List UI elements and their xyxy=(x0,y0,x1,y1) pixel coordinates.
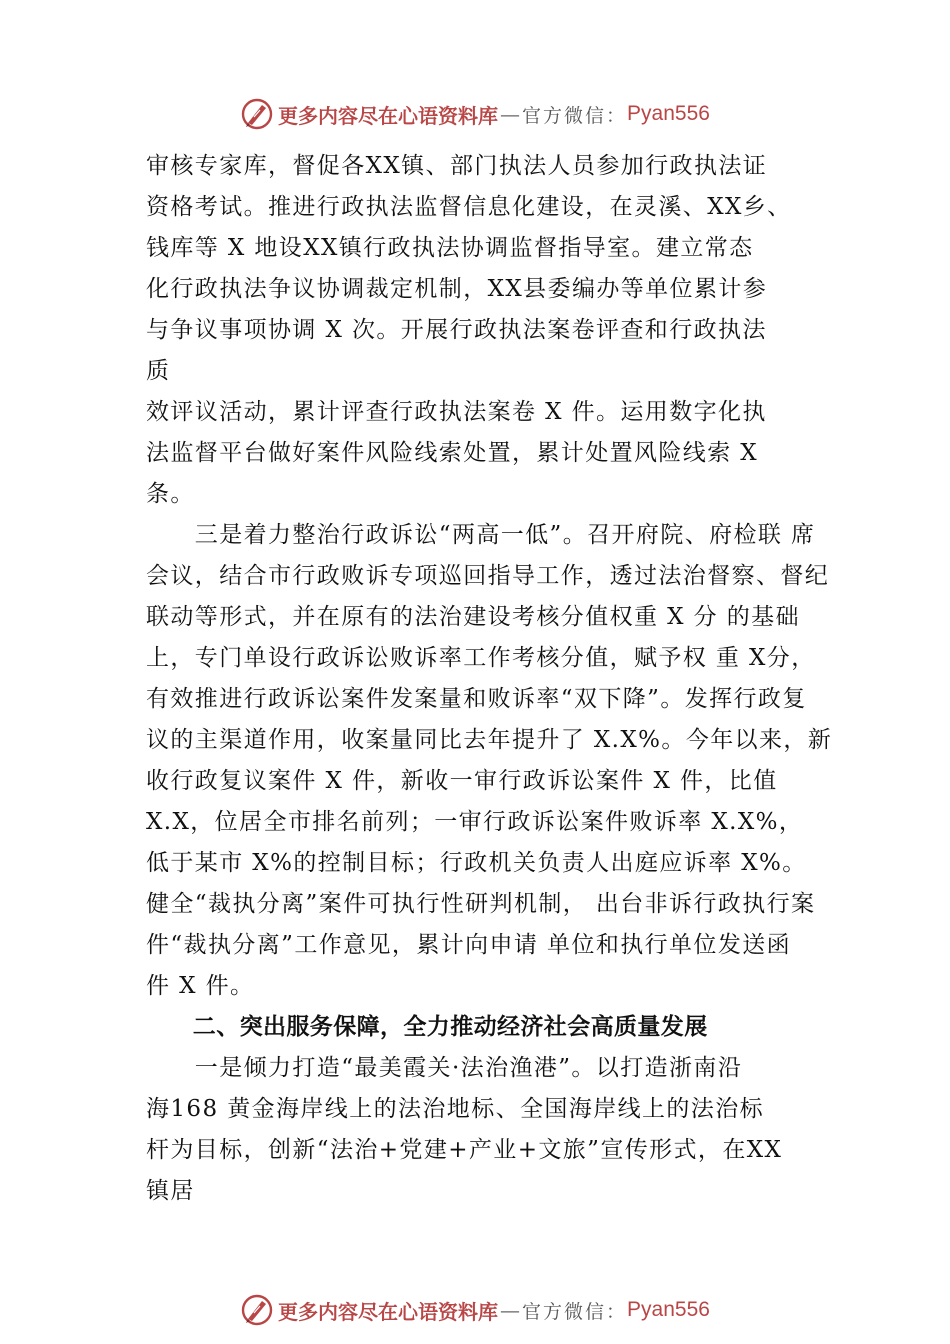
text-line: 件 X 件。 xyxy=(146,973,255,999)
section-heading: 二、突出服务保障，全力推动经济社会高质量发展 xyxy=(146,1014,708,1040)
text-line: 镇居 xyxy=(146,1178,195,1204)
banner-wechat-id: Pyan556 xyxy=(627,1298,710,1321)
text-line: 条。 xyxy=(146,481,195,507)
text-line: 效评议活动，累计评查行政执法案卷 X 件。运用数字化执 xyxy=(146,399,767,425)
banner-slogan: 更多内容尽在心语资料库 xyxy=(278,103,499,128)
banner-wechat-id: Pyan556 xyxy=(627,102,710,125)
pen-logo-icon xyxy=(240,97,274,131)
banner-dash: — xyxy=(500,1298,521,1322)
text-line: 法监督平台做好案件风险线索处置，累计处置风险线索 X xyxy=(146,440,759,466)
banner-wechat-label: 官方微信： xyxy=(522,1300,628,1323)
text-line: 低于某市 X%的控制目标；行政机关负责人出庭应诉率 X%。 xyxy=(146,850,807,876)
text-line: 三是着力整治行政诉讼“两高一低”。召开府院、府检联 席 xyxy=(146,522,816,548)
text-line: 一是倾力打造“最美霞关·法治渔港”。以打造浙南沿 xyxy=(146,1055,743,1081)
pen-logo-icon xyxy=(240,1293,274,1327)
text-line: 海168 黄金海岸线上的法治地标、全国海岸线上的法治标 xyxy=(146,1096,765,1122)
text-line: 质 xyxy=(146,358,171,384)
header-watermark-banner xyxy=(0,94,950,134)
text-line: 件“裁执分离”工作意见，累计向申请 单位和执行单位发送函 xyxy=(146,932,792,958)
banner-dash: — xyxy=(500,102,521,126)
text-line: 资格考试。推进行政执法监督信息化建设，在灵溪、XX乡、 xyxy=(146,194,792,220)
text-line: 与争议事项协调 X 次。开展行政执法案卷评查和行政执法 xyxy=(146,317,767,343)
document-body xyxy=(146,146,846,1212)
text-line: 会议，结合市行政败诉专项巡回指导工作，透过法治督察、督纪 xyxy=(146,563,830,589)
text-line: 审核专家库，督促各XX镇、部门执法人员参加行政执法证 xyxy=(146,153,768,179)
text-line: 化行政执法争议协调裁定机制，XX县委编办等单位累计参 xyxy=(146,276,768,302)
text-line: X.X，位居全市排名前列；一审行政诉讼案件败诉率 X.X%， xyxy=(146,809,804,835)
text-line: 议的主渠道作用，收案量同比去年提升了 X.X%。今年以来，新 xyxy=(146,727,833,753)
text-line: 联动等形式，并在原有的法治建设考核分值权重 X 分 的基础 xyxy=(146,604,800,630)
text-line: 钱库等 X 地设XX镇行政执法协调监督指导室。建立常态 xyxy=(146,235,754,261)
banner-slogan: 更多内容尽在心语资料库 xyxy=(278,1299,499,1324)
footer-watermark-banner xyxy=(0,1290,950,1330)
text-line: 杆为目标，创新“法治+党建+产业+文旅”宣传形式，在XX xyxy=(146,1137,783,1163)
text-line: 健全“裁执分离”案件可执行性研判机制， 出台非诉行政执行案 xyxy=(146,891,816,917)
text-line: 收行政复议案件 X 件，新收一审行政诉讼案件 X 件，比值 xyxy=(146,768,778,794)
banner-wechat-label: 官方微信： xyxy=(522,104,628,127)
text-line: 有效推进行政诉讼案件发案量和败诉率“双下降”。发挥行政复 xyxy=(146,686,807,712)
text-line: 上，专门单设行政诉讼败诉率工作考核分值，赋予权 重 X分， xyxy=(146,645,816,671)
